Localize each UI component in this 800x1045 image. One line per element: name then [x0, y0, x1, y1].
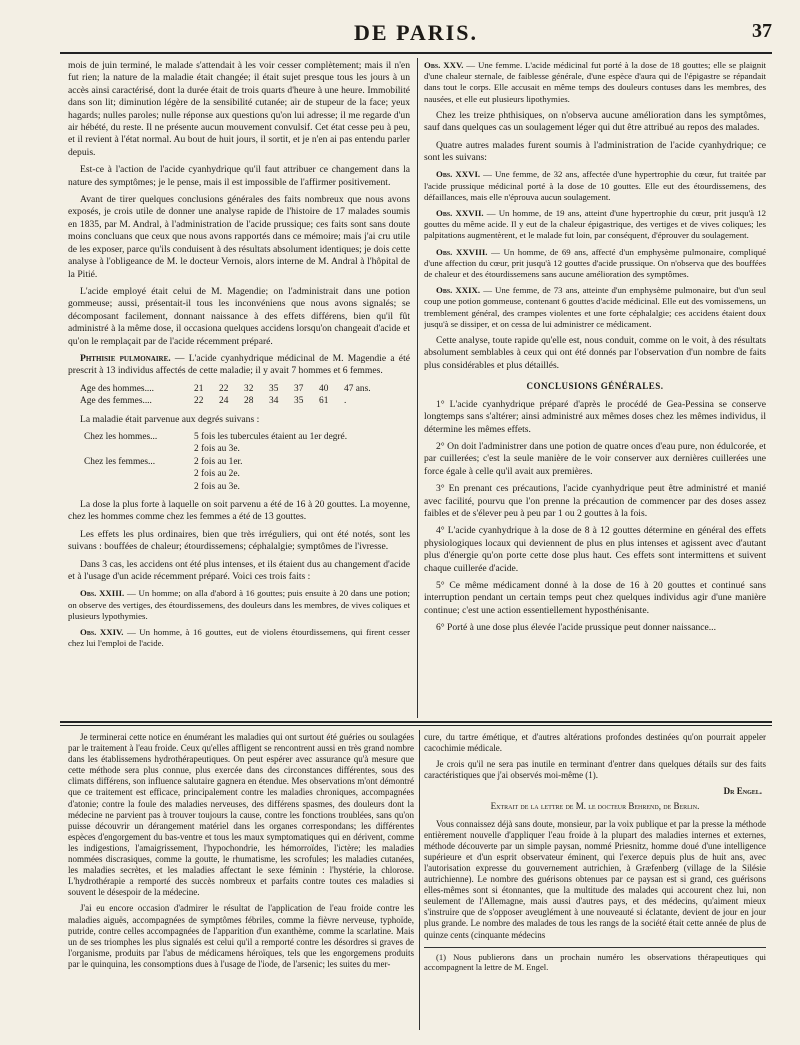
- left-column-top: [68, 60, 410, 715]
- footnote-rule: [424, 947, 766, 948]
- right-column-top: [424, 60, 766, 715]
- age-value: 22: [219, 383, 229, 394]
- page-header: [60, 18, 772, 46]
- women-lines: [194, 456, 242, 493]
- men-lines: [194, 431, 347, 456]
- column-divider-bottom: [419, 730, 420, 1030]
- observation-text: — Un homme, de 69 ans, affecté d'un emphysème pulmonaire, compliqué d'une affection du cœur, prit jusqu'à 12 gouttes d'acide prussique. On n'observa que des bouffées de chaleur et des étourdissemens sans aucune amélioration des symptômes.: [424, 246, 766, 280]
- observation-25: [424, 60, 766, 105]
- paragraph: Les effets les plus ordinaires, bien que très irréguliers, qui ont été notés, sont les suivans : bouffées de chaleur; étourdissemens; céphalalgie; symptômes de l'ivresse.: [68, 528, 410, 553]
- age-men-values: [194, 383, 369, 395]
- paragraph: Je terminerai cette notice en énumérant les maladies qui ont surtout été guéries ou soulagées par le traitement à l'eau froide. Ceux qu'elles affligent se rencontrent aussi en très grand nombre dans les établissemens hydrothérapeutiques. On peut espérer avec assurance qu'à mesure que cette méthode sera plus connue, plus exercée dans des circonstances différentes, sous des climats différens, son influence salutaire gagnera en étendue. Mes observations m'ont démontré que ce traitement est efficace, principalement contre les maladies chroniques, accompagnées d'atonie; contre la foule des maladies nerveuses, des différens spasmes, des douleurs dont la médecine ne parvient pas à trouver toujours la cause, contre les fonctions troublées, sans qu'on puisse découvrir un dérangement matériel dans les organes correspondans; les différentes espèces d'engorgement du bas-ventre et tous les maux symptomatiques qui en dérivent, comme les indigestions, l'amaigrissement, l'hypochondrie, les hémorroïdes, l'ictère; les maladies nommées discrasiques, comme la goutte, le rhumatisme, les scrofules; les maladies cutanées, les maladies secrètes, et les maladies affectant le sexe féminin : l'hystérie, la chlorose. L'hydrothérapie a remporté des succès nombreux et parfaits contre toutes ces maladies si souvent le désespoir de la médecine.: [68, 732, 414, 898]
- paragraph: Quatre autres malades furent soumis à l'administration de l'acide cyanhydrique; ce sont les suivans:: [424, 139, 766, 164]
- observation-text: — Une femme, de 73 ans, atteinte d'un emphysème pulmonaire, but d'un seul coup une potion gommeuse, contenant 6 gouttes d'acide médicinal. Elle eut des vomissemens, un tremblement général, des crampes violentes et une forte céphalalgie; ces accidens étaient doux jusqu'à se dissiper, et on cessa de lui administrer ce médicament.: [424, 285, 766, 329]
- observation-label: Obs. XXV.: [424, 60, 464, 70]
- observation-label: Obs. XXIX.: [436, 285, 481, 296]
- observation-28: [424, 247, 766, 281]
- degrees-table: [84, 431, 410, 493]
- men-label: Chez les hommes...: [84, 431, 158, 442]
- observation-text: — Une femme, de 32 ans, affectée d'une hypertrophie du cœur, fut traitée par l'acide prussique médicinal porté à la dose de 10 gouttes. Elle eut des étourdissemens, des défaillances, mais elle n'éprouva aucun soulagement.: [424, 169, 766, 202]
- age-value: 28: [244, 396, 254, 407]
- conclusions-heading: CONCLUSIONS GÉNÉRALES.: [526, 381, 664, 392]
- letter-title: Extrait de la lettre de M. le docteur Behrend, de Berlin.: [490, 801, 700, 812]
- paragraph: La dose la plus forte à laquelle on soit parvenu a été de 16 à 20 gouttes. La moyenne, chez les hommes comme chez les femmes a été de 13 gouttes.: [68, 499, 410, 523]
- section-rule: [60, 721, 772, 723]
- observation-text: — Un homme, à 16 gouttes, eut de violens étourdissemens, qui firent cesser chez lui l'emploi de l'acide.: [68, 627, 410, 649]
- paragraph: Dans 3 cas, les accidens ont été plus intenses, et ils étaient dus au changement d'acide et à l'usage d'un acide récemment préparé. Voici ces trois faits :: [68, 558, 410, 583]
- observation-label: Obs. XXIII.: [80, 588, 125, 599]
- section-rule-thin: [60, 725, 772, 726]
- paragraph: Avant de tirer quelques conclusions générales des faits nombreux que nous avons exposés, je crois utile de donner une analyse rapide de l'histoire de 17 malades soumis en 1835, par M. Andral, à l'administration de l'acide prussique; ces faits sont sans doute moins concluans que ceux que nous avons rapportés dans ce mémoire; mais j'ai cru utile de les exposer, parce qu'ils conduisent à des résultats absolument identiques; je dois cette analyse à l'obligeance de M. le docteur Vernois, alors interne de M. Andral à l'hôpital de la Pitié.: [68, 194, 410, 280]
- paragraph: Je crois qu'il ne sera pas inutile en terminant d'entrer dans quelques détails sur des faits caractéristiques que j'ai observés moi-même (1).: [424, 759, 766, 781]
- observation-text: — Un homme, de 19 ans, atteint d'une hypertrophie du cœur, prit jusqu'à 12 gouttes du même acide. Il y eut de la chaleur épigastrique, des vertiges et de vives coliques; les palpitations augmentèrent, et le malade fut loin, par conséquent, d'éprouver du soulagement.: [424, 208, 766, 241]
- age-women-label: Age des femmes....: [80, 396, 152, 407]
- observation-text: — Une femme. L'acide médicinal fut porté à la dose de 18 gouttes; elle se plaignit d'une chaleur sternale, de faiblesse générale, d'une espèce d'aura qui de l'épigastre se répandait dans tout le corps. Elle accusait en même temps des douleurs contuses dans les membres, des nausées, et elle eut plusieurs lipothymies.: [424, 60, 766, 104]
- observation-23: [68, 588, 410, 622]
- running-head: DE PARIS.: [354, 20, 478, 45]
- paragraph: L'acide employé était celui de M. Magendie; on l'administrait dans une potion gommeuse; aussi, présentait-il tous les inconvéniens que nous avons signalés; se décomposant facilement, donnant naissance à des effets différens, bien qu'il fût administré à la même dose, il occasiona quelques accidens lorsqu'on changeait d'acide et qu'on le remplaçait par de l'acide récemment préparé.: [68, 285, 410, 347]
- degrees-men: [84, 431, 410, 456]
- paragraph: Cette analyse, toute rapide qu'elle est, nous conduit, comme on le voit, à des résultats absolument semblables à ceux qui ont été donnés par l'observation d'un nombre de faits plus considérables et plus détaillés.: [424, 335, 766, 371]
- age-table: [80, 383, 410, 408]
- footnote: (1) Nous publierons dans un prochain numéro les observations thérapeutiques qui accompagnent la lettre de M. Engel.: [424, 951, 766, 973]
- age-value: 35: [269, 383, 279, 394]
- phthisie-paragraph: [68, 353, 410, 378]
- conclusion-6: 6° Porté à une dose plus élevée l'acide prussique peut donner naissance...: [436, 622, 716, 634]
- observation-24: [68, 627, 410, 649]
- age-men-label: Age des hommes....: [80, 383, 154, 394]
- column-divider-top: [417, 58, 418, 718]
- observation-29: [424, 285, 766, 330]
- left-column-bottom: [68, 732, 414, 1034]
- paragraph: J'ai eu encore occasion d'admirer le résultat de l'application de l'eau froide contre les maladies aiguës, accompagnées de symptômes fébriles, comme la fièvre nerveuse, typhoïde, putride, contre celles accompagnées de l'apparition d'un exanthème, comme la scarlatine. Mais un de ses triomphes les plus signalés est celui qu'il a remporté contre les désordres si graves de l'organisme, produits par l'abus de médicamens héroïques, tels que les engorgemens produits par le quinquina, les consomptions dues à l'usage de l'iode, de l'arsenic; les suites du mer-: [68, 903, 414, 969]
- degrees-women: [84, 456, 410, 493]
- observation-label: Obs. XXVIII.: [436, 246, 488, 257]
- paragraph: mois de juin terminé, le malade s'attendait à les voir cesser complètement; mais il n'en fut rien; la nature de la maladie était changée; il était sujet presque tous les jours à un accès ainsi caractérisé, dont la durée était de trois quarts d'heure à une heure. Immobilité dans son lit; diminution légère de la sensibilité cutanée; air de stupeur de la face; yeux hagards; nulles paroles; nulle réponse aux questions qu'on lui adresse; il me regarde d'un air hébété, du reste. Il ne présente aucun mouvement convulsif. Cet état cesse peu à peu, et il revient à l'état normal. Au bout de huit jours, il sortit, et je n'en ai pas entendu parler depuis.: [68, 60, 410, 158]
- age-value: 61: [319, 396, 329, 407]
- age-value: 35: [294, 396, 304, 407]
- observation-label: Obs. XXVII.: [436, 208, 484, 219]
- age-value: 32: [244, 383, 254, 394]
- header-rule: [60, 52, 772, 54]
- women-label: Chez les femmes...: [84, 456, 156, 467]
- right-column-bottom: [424, 732, 766, 1034]
- age-row-men: [80, 383, 410, 395]
- paragraph: Est-ce à l'action de l'acide cyanhydrique qu'il faut attribuer ce changement dans la nature des symptômes; je le pense, mais il est impossible de l'affirmer positivement.: [68, 164, 410, 188]
- page-number: 37: [752, 20, 772, 42]
- age-women-values: [194, 395, 369, 407]
- conclusion-2: 2° On doit l'administrer dans une potion de quatre onces d'eau pure, non édulcorée, et par cuillerées; c'est la seule manière de le voir conserver aux dernières cuillerées une force égale à celle qu'il avait aux premières.: [424, 440, 766, 477]
- observation-label: Obs. XXIV.: [80, 627, 124, 638]
- signature: Dr Engel.: [723, 786, 762, 797]
- age-value: 22: [194, 396, 204, 407]
- degree-line: 2 fois au 1er.: [194, 456, 243, 467]
- paragraph: La maladie était parvenue aux degrés suivans :: [80, 413, 260, 425]
- age-value: 21: [194, 383, 204, 394]
- degree-line: 2 fois au 2e.: [194, 469, 240, 480]
- phthisie-text: — L'acide cyanhydrique médicinal de M. Magendie a été prescrit à 13 individus affectés de cette maladie; il y avait 7 hommes et 6 femmes.: [68, 352, 410, 377]
- age-value: 47 ans.: [344, 383, 371, 394]
- observation-text: — Un homme; on alla d'abord à 16 gouttes; puis ensuite à 20 dans une potion; on observe des vertiges, des étourdissemens, des douleurs dans les membres, de vives coliques et plusieurs lypothymies.: [68, 588, 410, 621]
- paragraph: Chez les treize phthisiques, on n'observa aucune amélioration dans les symptômes, sauf dans quelques cas un soulagement léger qui dut être attribué au repos des malades.: [424, 109, 766, 134]
- section-label-phthisie: Phthisie pulmonaire.: [80, 352, 171, 364]
- degree-line: 2 fois au 3e.: [194, 444, 240, 455]
- age-value: 24: [219, 396, 229, 407]
- age-value: 40: [319, 383, 329, 394]
- conclusion-5: 5° Ce même médicament donné à la dose de 16 à 20 gouttes et continué sans interruption pendant un certain temps peut chez quelques individus agir d'une manière continue; c'est une action essentiellement hyposthénisante.: [424, 579, 766, 616]
- paragraph: cure, du tartre émétique, et d'autres altérations profondes destinées qu'on pourrait appeler cacochimie médicale.: [424, 732, 766, 754]
- observation-label: Obs. XXVI.: [436, 169, 481, 180]
- age-value: 34: [269, 396, 279, 407]
- conclusion-3: 3° En prenant ces précautions, l'acide cyanhydrique peut être administré et manié avec facilité, pourvu que l'on prenne la précaution de commencer par des doses assez faibles et de s'élever peu à peu par 1 ou 2 gouttes à la fois.: [424, 483, 766, 519]
- degree-line: 2 fois au 3e.: [194, 481, 240, 492]
- observation-26: [424, 169, 766, 203]
- age-value: .: [344, 396, 347, 407]
- observation-27: [424, 208, 766, 242]
- paragraph: Vous connaissez déjà sans doute, monsieur, par la voix publique et par la presse la méthode entièrement nouvelle d'appliquer l'eau froide à la plupart des maladies internes et externes, méthode découverte par un simple paysan, nommé Priesnitz, homme doué d'une intelligence supérieure et d'un esprit observateur éminent, qui l'exerce depuis plus de huit ans, avec l'autorisation expresse du gouvernement autrichien, à Græfenberg (village de la Silésie autrichienne). Le nombre des guérisons obtenues par ce paysan est si grand, ces guérisons elles-mêmes sont si étonnantes, que la multitude des malades qui accourent chez lui, non seulement de l'Allemagne, mais aussi d'autres pays, et des médecins, qu'aiment mieux s'instruire que de s'opposer aveuglément à une nouveauté si éclatante, devient de jour en jour plus grande. Le nombre des malades de tous les rangs de la société était cette année de plus de quinze cents (cinquante médecins: [424, 818, 766, 940]
- age-row-women: [80, 395, 410, 407]
- conclusion-4: 4° L'acide cyanhydrique à la dose de 8 à 12 gouttes détermine en général des effets physiologiques locaux qui deviennent de plus en plus intenses et agissent avec d'autant plus d'énergie qu'on porte cette dose plus haut. Ces effets sont intermittens et suivent chaque cuillerée d'acide.: [424, 525, 766, 574]
- degree-line: 5 fois les tubercules étaient au 1er degré.: [194, 431, 348, 442]
- age-value: 37: [294, 383, 304, 394]
- conclusion-1: 1° L'acide cyanhydrique préparé d'après le procédé de Gea-Pessina se conserve longtemps sans s'altérer; ainsi administré aux mêmes doses chez les mêmes individus, il détermine les mêmes effets.: [424, 398, 766, 435]
